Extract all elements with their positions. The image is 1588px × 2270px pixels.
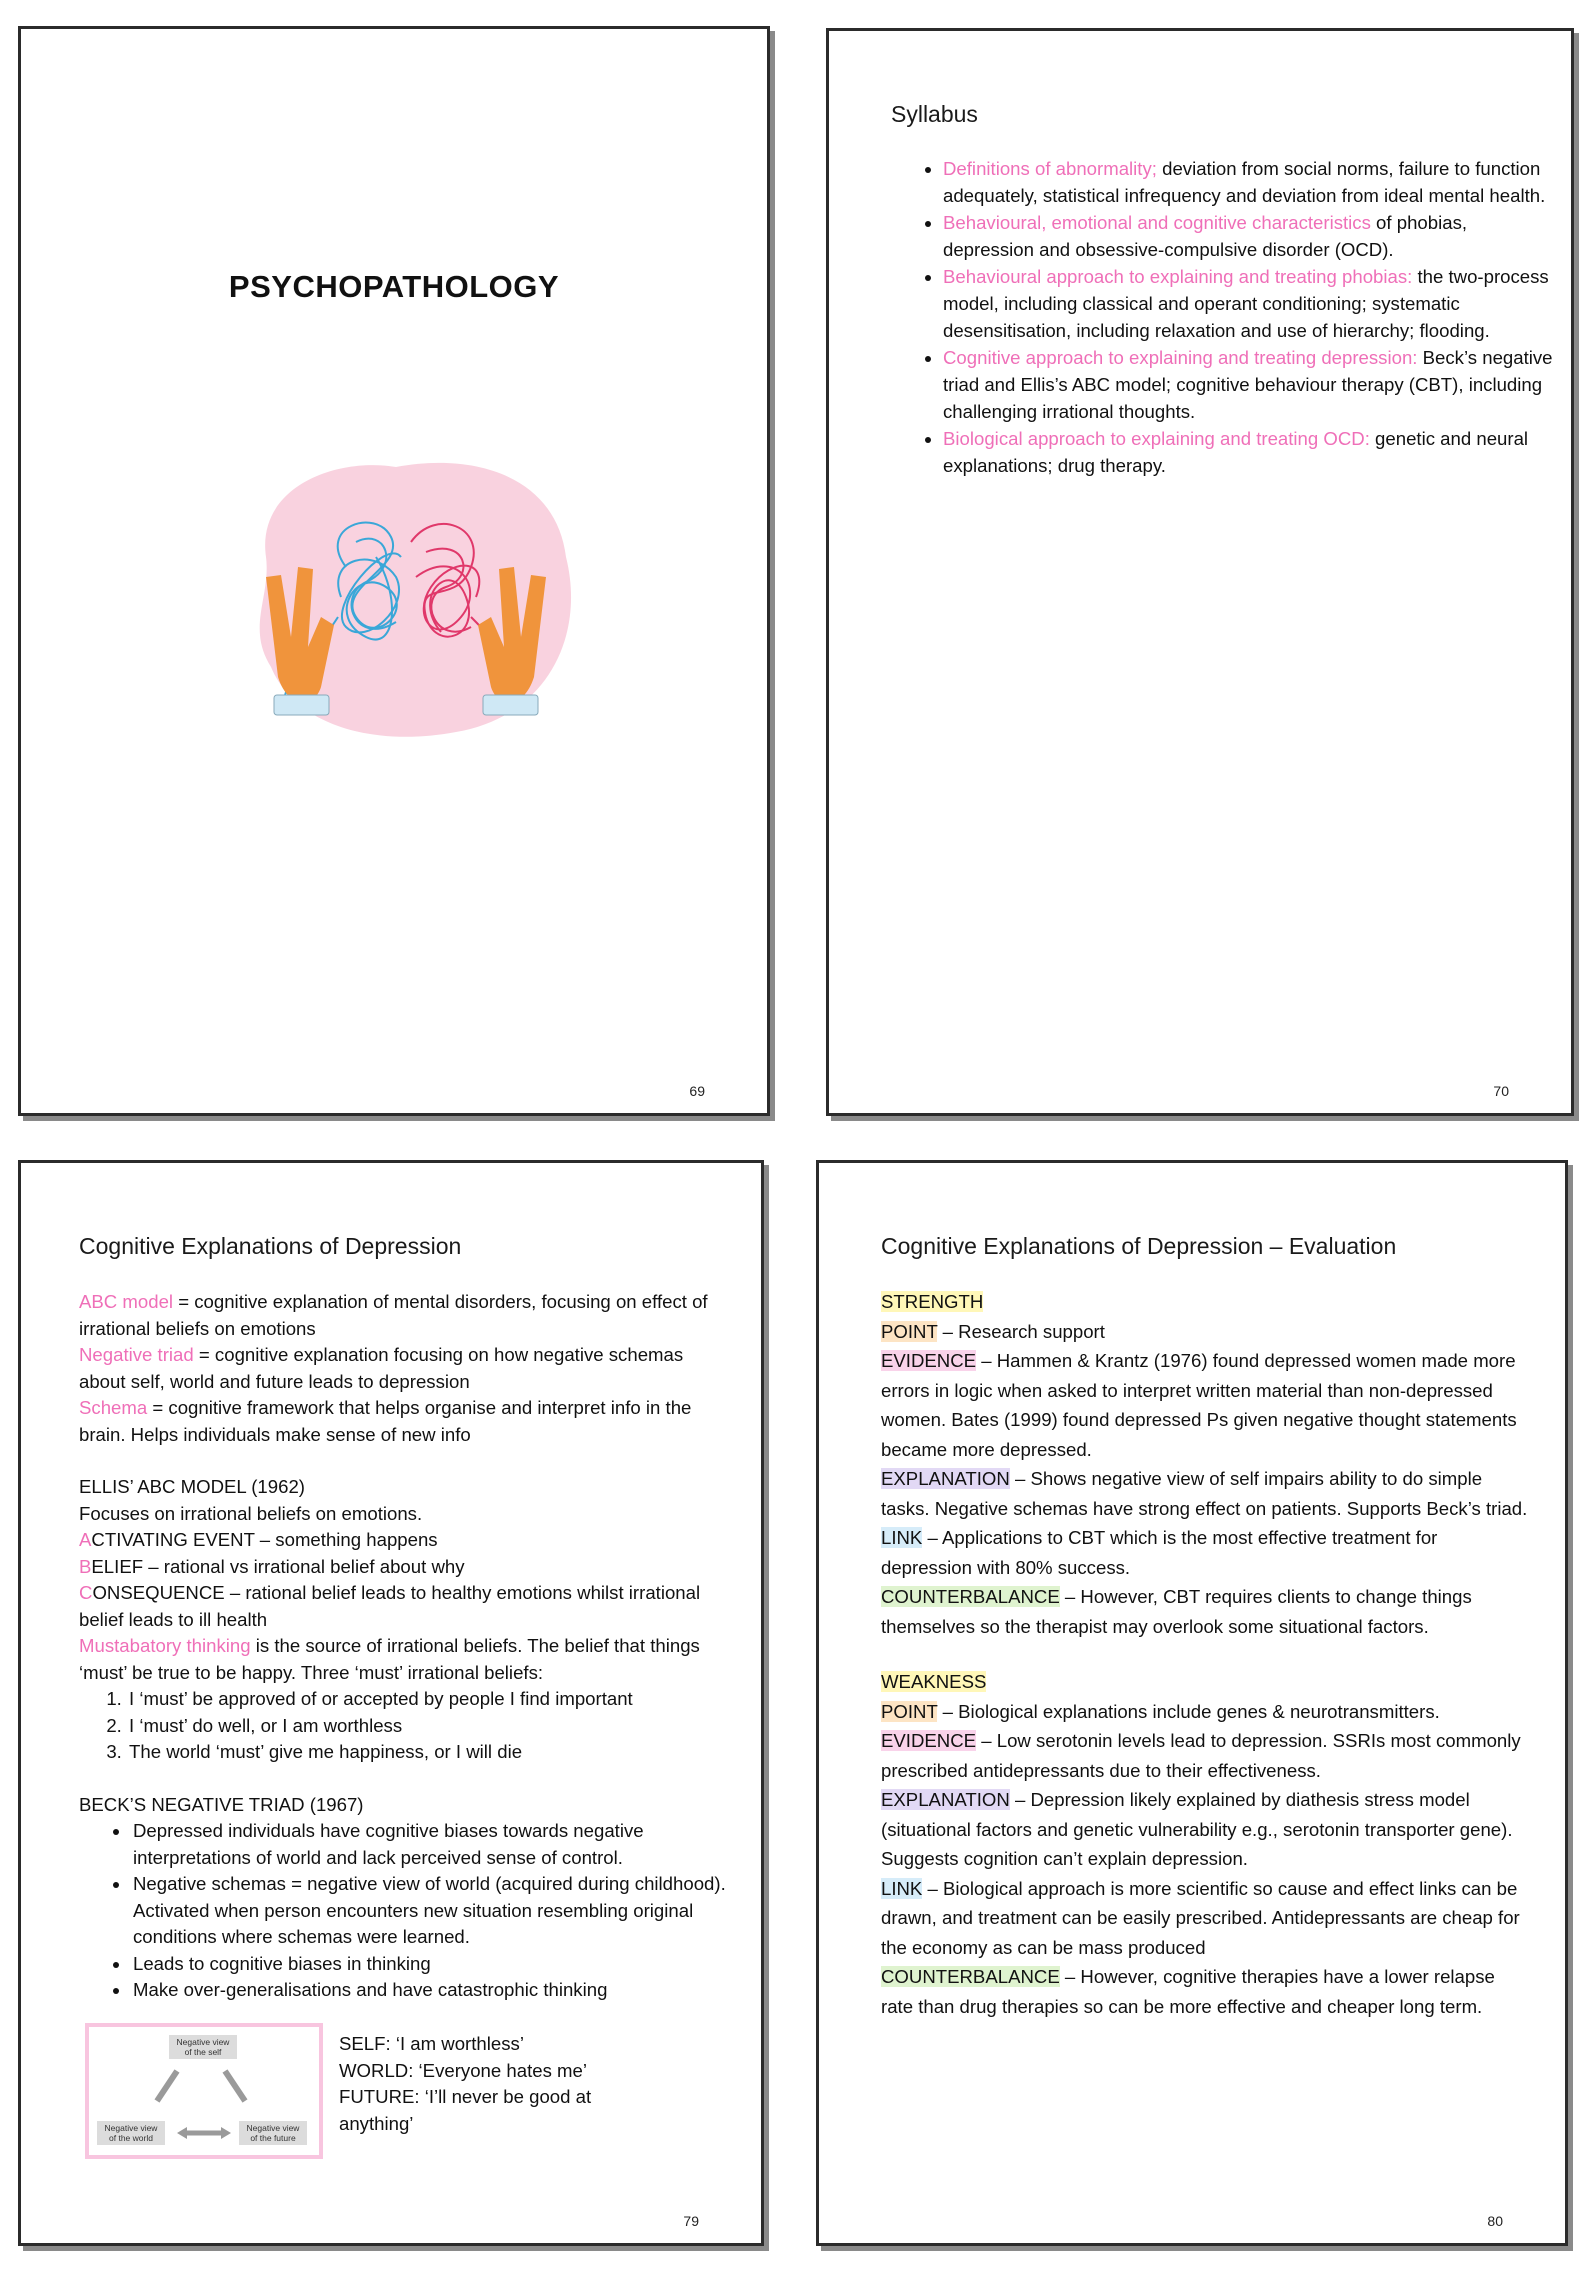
list-item: • Depressed individuals have cognitive biases towards negative interpretations of world and lack perceived sense of control. [131, 1818, 729, 1871]
abc-item: ACTIVATING EVENT – something happens [79, 1529, 438, 1550]
triad-examples [339, 2031, 609, 2137]
page-title: Cognitive Explanations of Depression – Evaluation [881, 1233, 1397, 1259]
list-item: • Leads to cognitive biases in thinking [131, 1951, 729, 1978]
explanation: EXPLANATION – Shows negative view of self impairs ability to do simple tasks. Negative schemas have strong effect on patients. Supports Beck’s triad. [881, 1468, 1528, 1519]
list-item: • Definitions of abnormality; deviation from social norms, failure to function adequately, statistical infrequency and deviation from ideal mental health. [943, 155, 1553, 209]
list-item: 2. I ‘must’ do well, or I am worthless [127, 1713, 729, 1740]
page-body [881, 1287, 1531, 2021]
page-body [79, 1289, 729, 2004]
page-number: 70 [1493, 1083, 1509, 1099]
negative-triad-diagram [85, 2023, 323, 2159]
evidence: EVIDENCE – Low serotonin levels lead to depression. SSRIs most commonly prescribed antidepressants due to their effectiveness. [881, 1730, 1521, 1781]
list-item: • Cognitive approach to explaining and treating depression: Beck’s negative triad and Ellis’s ABC model; cognitive behaviour therapy (CBT), including challenging irrational thoughts. [943, 344, 1553, 425]
definition: Schema = cognitive framework that helps organise and interpret info in the brain. Helps individuals make sense of new info [79, 1397, 692, 1445]
ellis-intro: Focuses on irrational beliefs on emotions. [79, 1502, 423, 1524]
triad-world-box: Negative view of the world [97, 2121, 165, 2145]
page-cover [18, 26, 770, 1116]
beliefs-list [79, 1686, 729, 1766]
abc-item: CONSEQUENCE – rational belief leads to healthy emotions whilst irrational belief leads to ill health [79, 1582, 701, 1630]
explanation: EXPLANATION – Depression likely explained by diathesis stress model (situational factors and genetic vulnerability e.g., serotonin transporter gene). Suggests cognition can’t explain depression. [881, 1789, 1513, 1869]
triad-arrows [89, 2027, 319, 2155]
evidence: EVIDENCE – Hammen & Krantz (1976) found depressed women made more errors in logic when asked to interpret written material than non-depressed women. Bates (1999) found depressed Ps given negative thought statements became more depressed. [881, 1350, 1517, 1460]
example-world: WORLD: ‘Everyone hates me’ [339, 2059, 588, 2081]
mustabatory-paragraph: Mustabatory thinking is the source of irrational beliefs. The belief that things ‘must’ be true to be happy. Three ‘must’ irrational beliefs: [79, 1635, 700, 1683]
page-title: Cognitive Explanations of Depression [79, 1233, 462, 1259]
page-number: 79 [683, 2213, 699, 2229]
beck-points [79, 1818, 729, 2004]
link: LINK – Biological approach is more scientific so cause and effect links can be drawn, and treatment can be easily prescribed. Antidepressants are cheap for the economy as can be mass produced [881, 1877, 1520, 1958]
weakness-label: WEAKNESS [881, 1671, 987, 1692]
page-number: 69 [689, 1083, 705, 1099]
syllabus-list [893, 155, 1553, 479]
page-evaluation [816, 1160, 1568, 2246]
counterbalance: COUNTERBALANCE – However, cognitive therapies have a lower relapse rate than drug therapies so can be more effective and cheaper long term. [881, 1966, 1495, 2017]
brain-yarn-hands-illustration [226, 447, 586, 747]
abc-item: BELIEF – rational vs irrational belief about why [79, 1555, 465, 1577]
triad-self-box: Negative view of the self [169, 2035, 237, 2059]
list-item: • Biological approach to explaining and treating OCD: genetic and neural explanations; drug therapy. [943, 425, 1553, 479]
syllabus-heading: Syllabus [891, 101, 978, 127]
link: LINK – Applications to CBT which is the most effective treatment for depression with 80% success. [881, 1527, 1438, 1578]
triad-future-box: Negative view of the future [239, 2121, 307, 2145]
list-item: 3. The world ‘must’ give me happiness, or I will die [127, 1739, 729, 1766]
list-item: • Behavioural approach to explaining and treating phobias: the two-process model, including classical and operant conditioning; systematic desensitisation, including relaxation and use of hierarchy; flooding. [943, 263, 1553, 344]
list-item: 1. I ‘must’ be approved of or accepted by people I find important [127, 1686, 729, 1713]
point: POINT – Biological explanations include genes & neurotransmitters. [881, 1700, 1440, 1722]
page-number: 80 [1487, 2213, 1503, 2229]
definition: ABC model = cognitive explanation of mental disorders, focusing on effect of irrational beliefs on emotions [79, 1291, 708, 1339]
example-future: FUTURE: ‘I’ll never be good at anything’ [339, 2086, 592, 2134]
definition: Negative triad = cognitive explanation focusing on how negative schemas about self, world and future leads to depression [79, 1344, 684, 1392]
page-cognitive-explanations [18, 1160, 764, 2246]
list-item: • Make over-generalisations and have catastrophic thinking [131, 1977, 729, 2004]
list-item: • Behavioural, emotional and cognitive characteristics of phobias, depression and obsessive-compulsive disorder (OCD). [943, 209, 1553, 263]
list-item: • Negative schemas = negative view of world (acquired during childhood). Activated when person encounters new situation resembling original conditions where schemas were learned. [131, 1871, 729, 1951]
ellis-heading: ELLIS’ ABC MODEL (1962) [79, 1476, 305, 1497]
strength-label: STRENGTH [881, 1291, 984, 1312]
page-syllabus [826, 28, 1574, 1116]
cover-title: PSYCHOPATHOLOGY [228, 269, 560, 304]
example-self: SELF: ‘I am worthless’ [339, 2033, 524, 2054]
counterbalance: COUNTERBALANCE – However, CBT requires clients to change things themselves so the therapist may overlook some situational factors. [881, 1586, 1472, 1637]
beck-heading: BECK’S NEGATIVE TRIAD (1967) [79, 1793, 364, 1815]
point: POINT – Research support [881, 1320, 1105, 1342]
